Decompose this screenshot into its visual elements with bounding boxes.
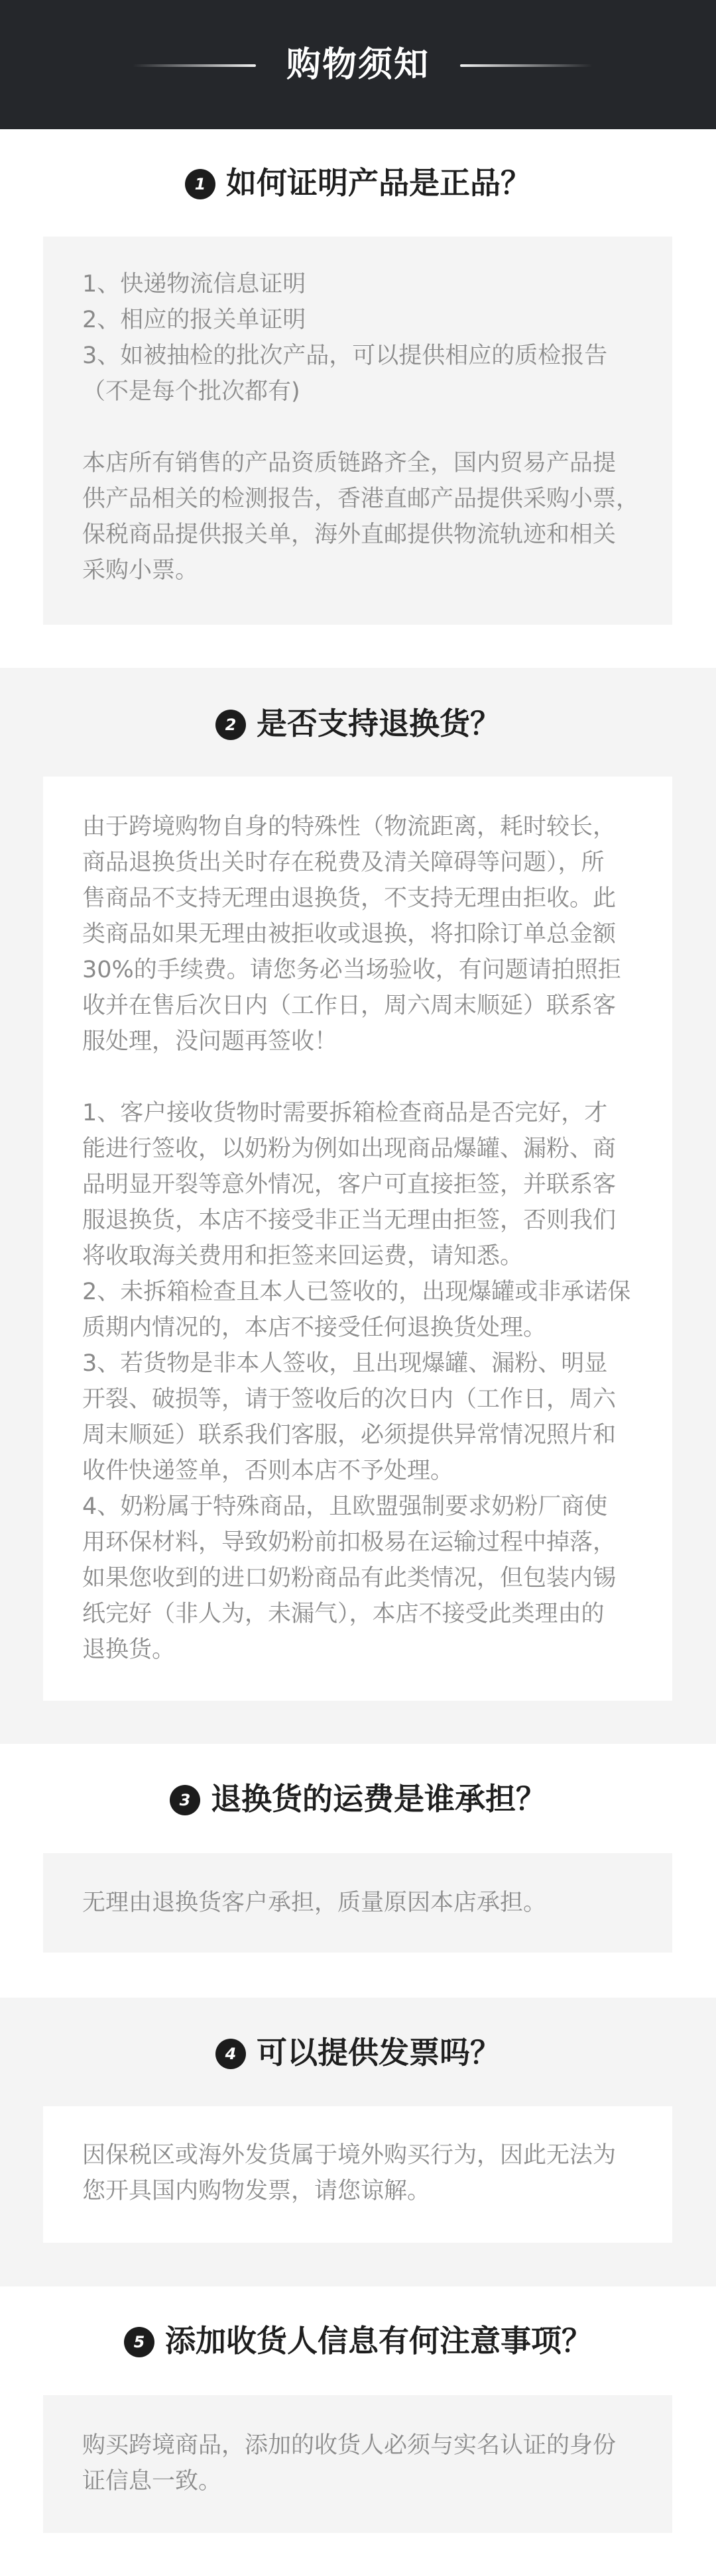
answer-text-line: 开裂、破损等，请于签收后的次日内（工作日，周六 [82, 1386, 617, 1413]
faq-answer-box [43, 777, 672, 1701]
answer-text-line: （不是每个批次都有) [82, 378, 300, 405]
faq-question-heading [0, 1780, 716, 1817]
answer-text-line: 证信息一致。 [82, 2468, 222, 2495]
answer-text-line: 由于跨境购物自身的特殊性（物流距离，耗时较长， [82, 814, 617, 840]
faq-section-2 [0, 668, 716, 1744]
answer-text-line: 采购小票。 [82, 557, 199, 584]
answer-text-line: 无理由退换货客户承担，质量原因本店承担。 [82, 1890, 547, 1916]
answer-text-line: 保税商品提供报关单，海外直邮提供物流轨迹和相关 [82, 521, 617, 548]
blank-line [82, 409, 672, 445]
faq-section-3 [0, 1744, 716, 1998]
header-decor-line-right [460, 64, 593, 67]
number-badge-icon: 1 [185, 169, 215, 199]
page-title: 购物须知 [286, 45, 430, 85]
faq-question-text: 添加收货人信息有何注意事项？ [165, 2323, 592, 2359]
answer-text-line: 周末顺延）联系我们客服，必须提供异常情况照片和 [82, 1422, 617, 1448]
answer-text-line: 退换货。 [82, 1637, 176, 1663]
answer-text-line: 您开具国内购物发票，请您谅解。 [82, 2178, 431, 2204]
answer-text-line: 收件快递签单，否则本店不予处理。 [82, 1458, 454, 1484]
number-badge-icon: 5 [124, 2327, 154, 2357]
faq-answer-box [43, 1853, 672, 1953]
faq-question-heading [0, 164, 716, 201]
answer-text-line: 商品退换货出关时存在税费及清关障碍等问题），所 [82, 849, 605, 876]
answer-text-line: 能进行签收，以奶粉为例如出现商品爆罐、漏粉、商 [82, 1136, 617, 1162]
number-badge-icon: 2 [215, 710, 246, 740]
faq-question-heading [0, 2034, 716, 2071]
answer-text-line: 购买跨境商品，添加的收货人必须与实名认证的身份 [82, 2432, 617, 2459]
answer-text-line: 将收取海关费用和拒签来回运费，请知悉。 [82, 1243, 524, 1269]
faq-section-1 [0, 129, 716, 668]
answer-text-line: 因保税区或海外发货属于境外购买行为，因此无法为 [82, 2142, 617, 2169]
answer-text-line: 3、如被抽检的批次产品，可以提供相应的质检报告 [82, 343, 608, 369]
blank-line [82, 1059, 672, 1095]
answer-text-line: 3、若货物是非本人签收，且出现爆罐、漏粉、明显 [82, 1350, 608, 1377]
faq-question-text: 是否支持退换货？ [257, 706, 501, 741]
faq-question-text: 如何证明产品是正品？ [226, 165, 531, 201]
answer-text-line: 本店所有销售的产品资质链路齐全，国内贸易产品提 [82, 450, 617, 476]
answer-text-line: 2、相应的报关单证明 [82, 307, 306, 333]
answer-text-line: 纸完好（非人为，未漏气），本店不接受此类理由的 [82, 1601, 605, 1627]
answer-text-line: 1、快递物流信息证明 [82, 271, 306, 297]
answer-text-line: 1、客户接收货物时需要拆箱检查商品是否完好，才 [82, 1100, 608, 1126]
answer-text-line: 30%的手续费。请您务必当场验收，有问题请拍照拒 [82, 957, 621, 983]
answer-text-line: 收并在售后次日内（工作日，周六周末顺延）联系客 [82, 993, 617, 1019]
number-badge-icon: 3 [170, 1785, 200, 1815]
faq-question-heading [0, 2322, 716, 2359]
answer-text-line: 4、奶粉属于特殊商品，且欧盟强制要求奶粉厂商使 [82, 1493, 608, 1520]
page-header [0, 0, 716, 129]
answer-text-line: 服处理，没问题再签收！ [82, 1028, 338, 1055]
answer-text-line: 服退换货，本店不接受非正当无理由拒签，否则我们 [82, 1207, 617, 1234]
faq-section-4 [0, 1998, 716, 2286]
faq-answer-box [43, 2106, 672, 2243]
answer-text-line: 售商品不支持无理由退换货，不支持无理由拒收。此 [82, 885, 617, 912]
answer-text-line: 质期内情况的，本店不接受任何退换货处理。 [82, 1315, 547, 1341]
faq-answer-box [43, 237, 672, 625]
answer-text-line: 类商品如果无理由被拒收或退换，将扣除订单总金额 [82, 921, 617, 947]
faq-question-text: 可以提供发票吗？ [257, 2035, 501, 2070]
faq-section-5 [0, 2286, 716, 2576]
faq-question-text: 退换货的运费是谁承担？ [211, 1781, 546, 1817]
answer-text-line: 如果您收到的进口奶粉商品有此类情况，但包装内锡 [82, 1565, 617, 1591]
faq-question-heading [0, 705, 716, 742]
answer-text-line: 2、未拆箱检查且本人已签收的，出现爆罐或非承诺保 [82, 1279, 631, 1305]
answer-text-line: 品明显开裂等意外情况，客户可直接拒签，并联系客 [82, 1171, 617, 1198]
answer-text-line: 供产品相关的检测报告，香港直邮产品提供采购小票， [82, 486, 640, 512]
faq-answer-box [43, 2395, 672, 2533]
answer-text-line: 用环保材料，导致奶粉前扣极易在运输过程中掉落， [82, 1529, 617, 1556]
number-badge-icon: 4 [215, 2039, 246, 2069]
